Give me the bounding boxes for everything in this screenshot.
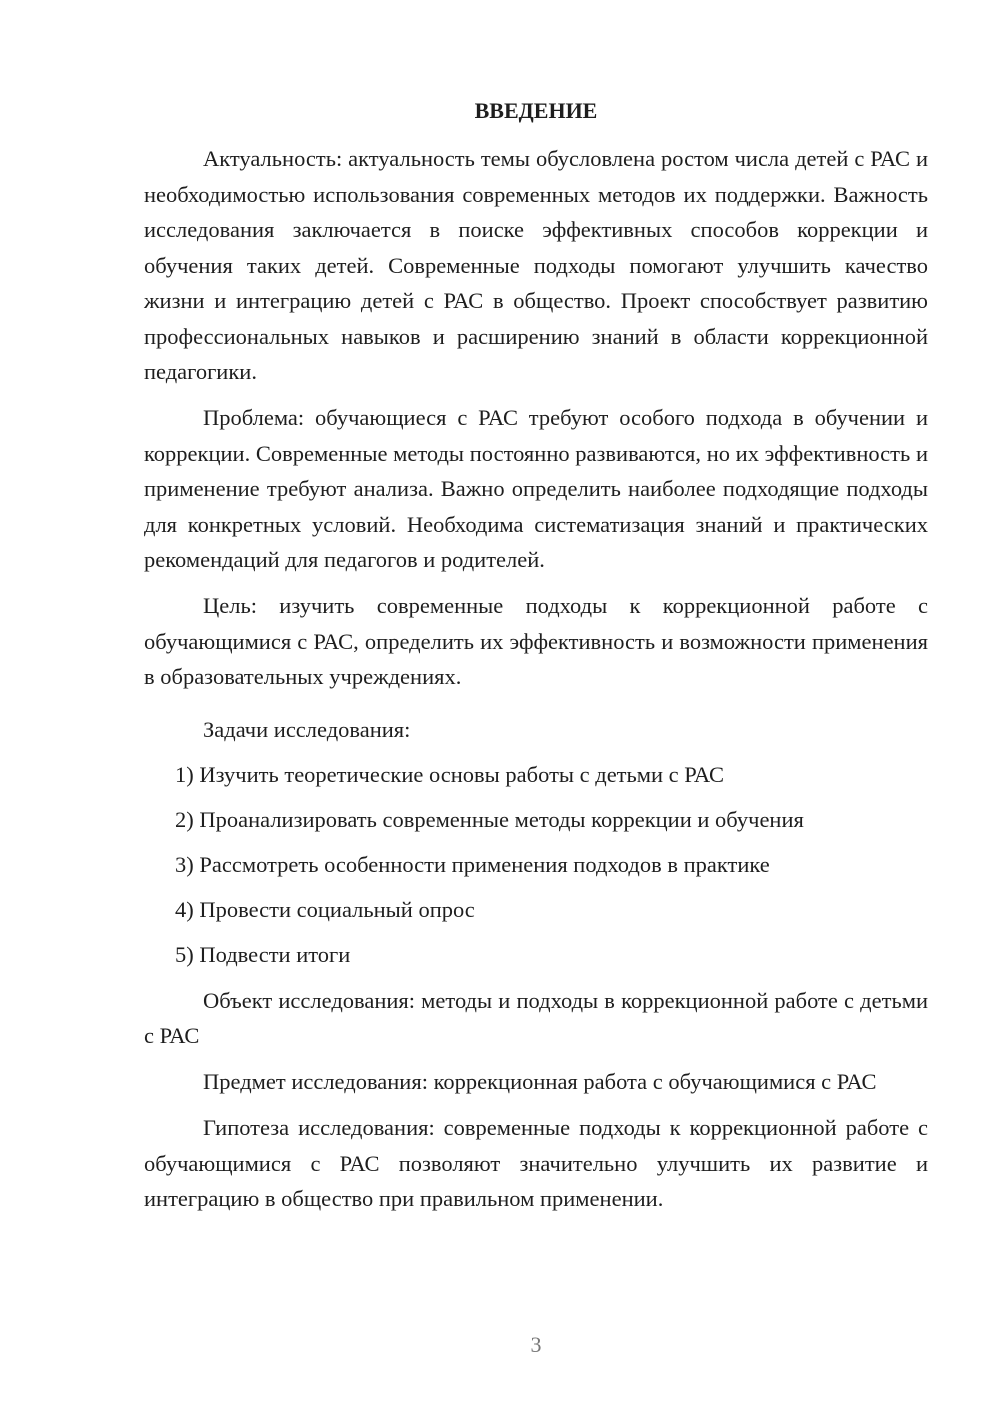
subject-paragraph: Предмет исследования: коррекционная работа с обучающимися с РАС xyxy=(203,1069,877,1094)
task-list-item-4: 4) Провести социальный опрос xyxy=(175,896,475,922)
task-list-item-3: 3) Рассмотреть особенности применения подходов в практике xyxy=(175,851,770,877)
goal-paragraph: Цель: изучить современные подходы к коррекционной работе с обучающимися с РАС, определить их эффективность и возможности применения в образовательных учреждениях. xyxy=(144,593,928,689)
document-body xyxy=(144,141,928,1217)
problem-paragraph: Проблема: обучающиеся с РАС требуют особого подхода в обучении и коррекции. Современные методы постоянно развиваются, но их эффективность и применение требуют анализа. Важно определить наиболее подходящие подходы для конкретных условий. Необходима систематизация знаний и практических рекомендаций для педагогов и родителей. xyxy=(144,405,928,572)
object-paragraph: Объект исследования: методы и подходы в коррекционной работе с детьми с РАС xyxy=(144,987,928,1048)
task-list-item-1: 1) Изучить теоретические основы работы с детьми с РАС xyxy=(175,761,725,787)
page-number: 3 xyxy=(530,1332,542,1357)
hypothesis-paragraph: Гипотеза исследования: современные подходы к коррекционной работе с обучающимися с РАС позволяют значительно улучшить их развитие и интеграцию в общество при правильном применении. xyxy=(144,1115,928,1211)
relevance-paragraph: Актуальность: актуальность темы обусловлена ростом числа детей с РАС и необходимостью использования современных методов их поддержки. Важность исследования заключается в поиске эффективных способов коррекции и обучения таких детей. Современные подходы помогают улучшить качество жизни и интеграцию детей с РАС в общество. Проект способствует развитию профессиональных навыков и расширению знаний в области коррекционной педагогики. xyxy=(144,146,928,384)
section-title: ВВЕДЕНИЕ xyxy=(474,98,598,123)
task-list-item-5: 5) Подвести итоги xyxy=(175,941,351,967)
task-list-item-2: 2) Проанализировать современные методы коррекции и обучения xyxy=(175,806,804,832)
tasks-heading: Задачи исследования: xyxy=(203,716,411,742)
